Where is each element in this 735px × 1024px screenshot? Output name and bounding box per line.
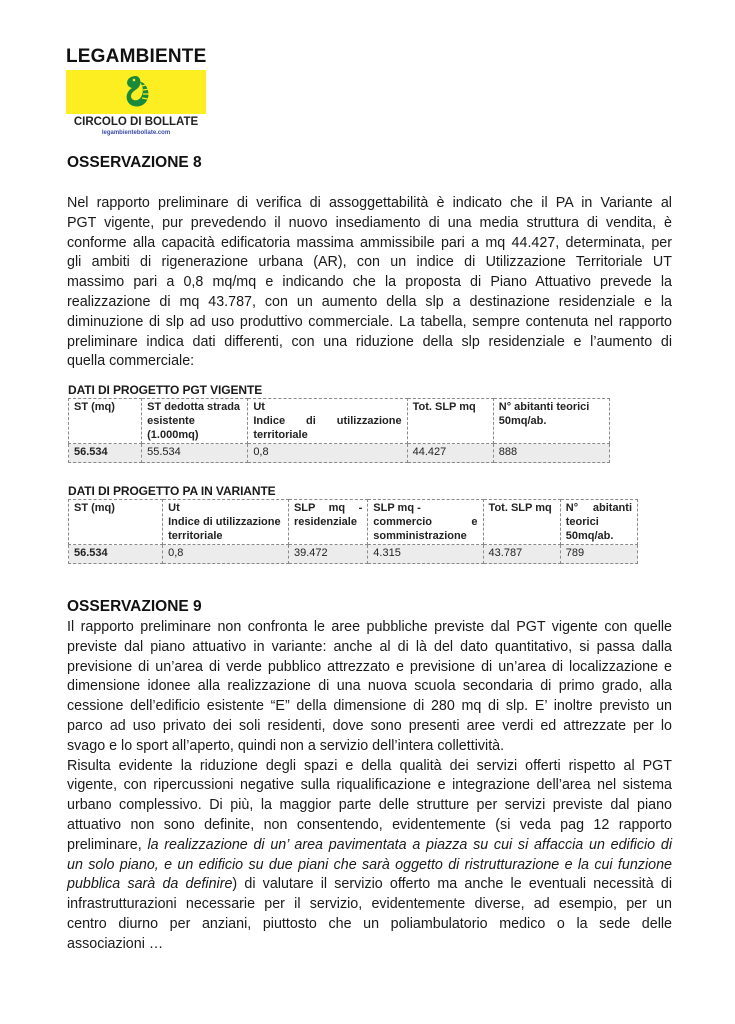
text-line: un solo piano, e un edificio su due piani che sarà oggetto di ristrutturazione e la cui funzione (67, 856, 672, 873)
text-line: PGT vigente, pur prevedendo il nuovo insediamento di una media struttura di vendita, è (67, 214, 672, 231)
swan-icon (116, 72, 156, 112)
text-line: preliminare, la realizzazione di un’ area pavimentata a piazza su cui si affaccia un edificio di (67, 836, 672, 853)
text-line: vigente, con ripercussioni negative sulla riqualificazione e integrazione dell’area nel sistema (67, 777, 672, 794)
header-cell: Tot. SLP mq (407, 399, 493, 444)
table-pgt-vigente (68, 398, 610, 463)
header-cell: ST dedotta strada esistente (1.000mq) (142, 399, 248, 444)
header-cell: N° abitanti teorici 50mq/ab. (560, 500, 637, 545)
text-line: urbano complessivo. Di più, la maggior parte delle strutture per servizi previste dal piano (67, 797, 672, 814)
text-line: gli ambiti di rigenerazione urbana (AR), con un indice di Utilizzazione Territoriale UT (67, 254, 672, 271)
header-cell: ST (mq) (69, 500, 163, 545)
table-cell: 0,8 (248, 444, 407, 463)
text-line: parco ad uso privato dei soli residenti, dove sono presenti aree verdi ed attrezzate per lo (67, 717, 672, 734)
text-line: diminuzione di slp ad uso produttivo commerciale. La tabella, sempre contenuta nel rapporto (67, 313, 672, 330)
text-line: svago e lo sport all’aperto, quindi non a servizio dell’intera collettività. (67, 737, 505, 754)
logo-url: legambientebollate.com (101, 130, 171, 136)
osservazione-8-paragraph (67, 194, 672, 372)
table-cell: 44.427 (407, 444, 493, 463)
header-cell: Ut Indice di utilizzazione territoriale (248, 399, 407, 444)
text-line: infrastrutturazioni necessarie per il servizio, evidentemente diverse, ad esempio, per un (67, 896, 672, 913)
table-row (69, 545, 638, 564)
header-cell: SLP mq - commercio e somministrazione (368, 500, 483, 545)
text-line: attuativo non sono definite, non consentendo, evidentemente (si veda pag 12 rapporto (67, 816, 672, 833)
logo-title: LEGAMBIENTE (66, 46, 207, 67)
table-cell: 56.534 (69, 545, 163, 564)
table-header-row (69, 399, 610, 444)
osservazione-9-heading: OSSERVAZIONE 9 (67, 598, 202, 615)
text-line: previsione di un’area di verde pubblico attrezzato e previsione di un’area di localizzazione e (67, 658, 672, 675)
table-pa-variante (68, 499, 638, 564)
table-cell: 0,8 (163, 545, 289, 564)
text-line: quella commerciale: (67, 353, 195, 370)
table-cell: 56.534 (69, 444, 142, 463)
text-line: previste dal piano attuativo in variante: anche al di là del dato quantitativo, si passa dalla (67, 638, 672, 655)
header-cell: Tot. SLP mq (483, 500, 560, 545)
logo-band (66, 70, 206, 114)
table-cell: 39.472 (288, 545, 367, 564)
header-cell: SLP mq - residenziale (288, 500, 367, 545)
text-line: preliminare indica dati differenti, con una riduzione della slp residenziale e l’aumento di (67, 333, 672, 350)
table-cell: 4.315 (368, 545, 483, 564)
text-line: conforme alla capacità edificatoria massima ammissibile pari a mq 44.427, determinata, per (67, 234, 672, 251)
logo-subtitle: CIRCOLO DI BOLLATE (73, 116, 199, 128)
legambiente-logo (66, 46, 206, 137)
table-pa-variante-title: DATI DI PROGETTO PA IN VARIANTE (68, 484, 276, 498)
text-line: cessione dell’edificio esistente “E” della dimensione di 280 mq di slp. E’ inoltre previsto un (67, 698, 672, 715)
header-cell: ST (mq) (69, 399, 142, 444)
text-line: Risulta evidente la riduzione degli spazi e della qualità dei servizi offerti rispetto al PGT (67, 757, 672, 774)
text-line: centro diurno per anziani, piuttosto che un poliambulatorio medico o la sede delle (67, 915, 672, 932)
text-line: massimo pari a 0,8 mq/mq e indicando che la proposta di Piano Attuativo prevede la (67, 274, 672, 291)
table-header-row (69, 500, 638, 545)
text-line: Nel rapporto preliminare di verifica di assoggettabilità è indicato che il PA in Variante al (67, 195, 672, 211)
table-cell: 789 (560, 545, 637, 564)
text-line: realizzazione di mq 43.787, con un aumento della slp a destinazione residenziale e la (67, 293, 672, 310)
table-cell: 888 (493, 444, 609, 463)
osservazione-9-paragraph (67, 618, 672, 955)
osservazione-8-heading: OSSERVAZIONE 8 (67, 154, 202, 171)
table-cell: 43.787 (483, 545, 560, 564)
text-line: pubblica sarà da definire) di valutare il servizio offerto ma anche le eventuali necessità di (67, 876, 672, 893)
table-cell: 55.534 (142, 444, 248, 463)
text-line: dimensione idonee alla realizzazione di una nuova scuola secondaria di primo grado, alla (67, 678, 672, 695)
header-cell: N° abitanti teorici 50mq/ab. (493, 399, 609, 444)
text-line: associazioni … (67, 935, 164, 952)
header-cell: Ut Indice di utilizzazione territoriale (163, 500, 289, 545)
text-line: Il rapporto preliminare non confronta le aree pubbliche previste dal PGT vigente con quelle (67, 619, 672, 635)
table-row (69, 444, 610, 463)
table-pgt-vigente-title: DATI DI PROGETTO PGT VIGENTE (68, 383, 263, 397)
